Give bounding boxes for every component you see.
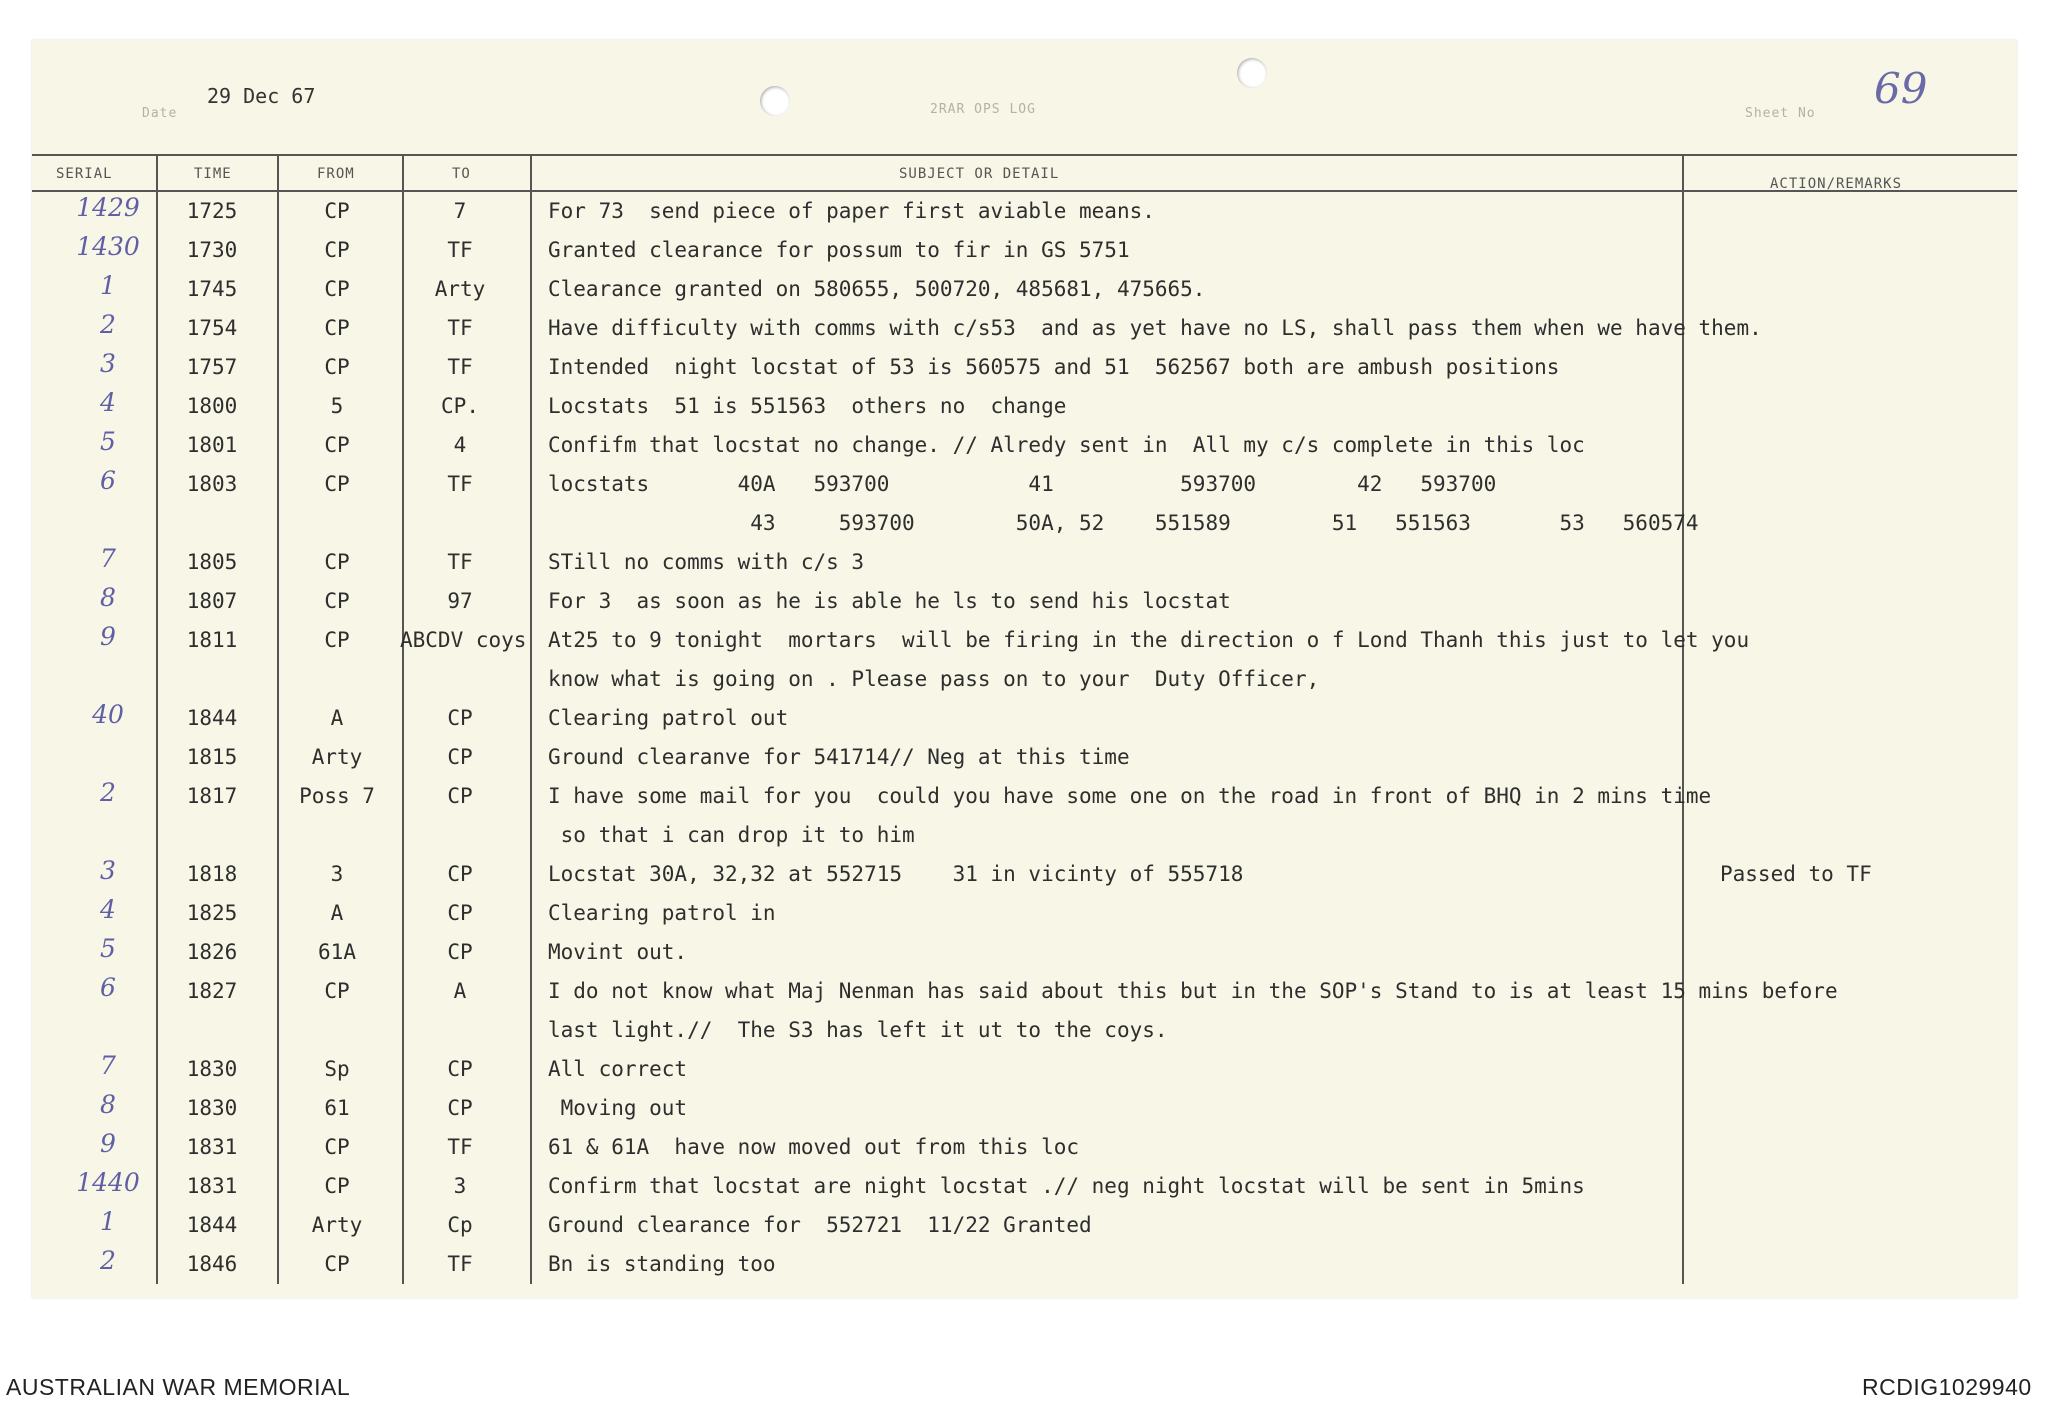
- to-cell: ABCDV coys: [400, 628, 527, 652]
- log-row: [32, 581, 2017, 620]
- serial-cell: 1429: [76, 193, 140, 222]
- log-row: [32, 1049, 2017, 1088]
- header-top-rule: [32, 154, 2017, 156]
- detail-cell: Intended night locstat of 53 is 560575 and 51 562567 both are ambush positions: [548, 355, 1560, 379]
- col-header-from: FROM: [317, 166, 355, 182]
- log-row: [32, 815, 2017, 854]
- detail-cell: I have some mail for you could you have some one on the road in front of BHQ in 2 mins time: [548, 784, 1712, 808]
- time-cell: 1745: [186, 277, 238, 301]
- detail-cell: 61 & 61A have now moved out from this loc: [548, 1135, 1080, 1159]
- time-cell: 1803: [186, 472, 238, 496]
- log-row: [32, 269, 2017, 308]
- time-cell: 1801: [186, 433, 238, 457]
- col-header-to: TO: [452, 166, 471, 182]
- from-cell: Sp: [324, 1057, 350, 1081]
- sheet-number: 69: [1874, 64, 1928, 113]
- footer-credit: AUSTRALIAN WAR MEMORIAL: [6, 1374, 351, 1400]
- detail-cell: Movint out.: [548, 940, 688, 964]
- log-row: [32, 1166, 2017, 1205]
- from-cell: CP: [324, 628, 350, 652]
- from-cell: CP: [324, 550, 350, 574]
- to-cell: TF: [447, 550, 473, 574]
- log-row: [32, 542, 2017, 581]
- detail-cell: Granted clearance for possum to fir in GS 5751: [548, 238, 1130, 262]
- to-cell: TF: [447, 238, 473, 262]
- serial-cell: 6: [100, 466, 116, 495]
- log-row: [32, 737, 2017, 776]
- log-row: [32, 1010, 2017, 1049]
- log-row: [32, 893, 2017, 932]
- time-cell: 1844: [186, 706, 238, 730]
- from-cell: A: [330, 706, 344, 730]
- log-row: [32, 191, 2017, 230]
- log-row: [32, 503, 2017, 542]
- to-cell: 97: [447, 589, 473, 613]
- to-cell: TF: [447, 316, 473, 340]
- from-cell: CP: [324, 472, 350, 496]
- punch-hole-right: [1237, 58, 1267, 88]
- log-row: [32, 620, 2017, 659]
- detail-cell: last light.// The S3 has left it ut to the coys.: [548, 1018, 1168, 1042]
- to-cell: CP: [447, 940, 473, 964]
- log-row: [32, 1088, 2017, 1127]
- time-cell: 1830: [186, 1096, 238, 1120]
- from-cell: CP: [324, 1174, 350, 1198]
- from-cell: Arty: [311, 1213, 363, 1237]
- log-title: 2RAR OPS LOG: [930, 102, 1036, 117]
- time-cell: 1725: [186, 199, 238, 223]
- to-cell: CP.: [441, 394, 479, 418]
- from-cell: CP: [324, 979, 350, 1003]
- time-cell: 1844: [186, 1213, 238, 1237]
- detail-cell: Locstats 51 is 551563 others no change: [548, 394, 1067, 418]
- serial-cell: 9: [100, 622, 116, 651]
- serial-cell: 5: [100, 934, 116, 963]
- time-cell: 1846: [186, 1252, 238, 1276]
- serial-cell: 1440: [76, 1168, 140, 1197]
- to-cell: CP: [447, 862, 473, 886]
- log-row: [32, 230, 2017, 269]
- from-cell: 61: [324, 1096, 350, 1120]
- log-row: [32, 1127, 2017, 1166]
- detail-cell: I do not know what Maj Nenman has said about this but in the SOP's Stand to is at least 15 mins before: [548, 979, 1838, 1003]
- time-cell: 1805: [186, 550, 238, 574]
- to-cell: CP: [447, 1057, 473, 1081]
- serial-cell: 4: [100, 388, 116, 417]
- to-cell: CP: [447, 1096, 473, 1120]
- col-header-remarks: ACTION/REMARKS: [1770, 176, 1903, 192]
- log-row: [32, 659, 2017, 698]
- from-cell: CP: [324, 1135, 350, 1159]
- from-cell: CP: [324, 316, 350, 340]
- to-cell: 4: [453, 433, 467, 457]
- from-cell: CP: [324, 1252, 350, 1276]
- detail-cell: Confirm that locstat are night locstat .// neg night locstat will be sent in 5mins: [548, 1174, 1585, 1198]
- from-cell: CP: [324, 355, 350, 379]
- from-cell: Arty: [311, 745, 363, 769]
- detail-cell: For 73 send piece of paper first aviable means.: [548, 199, 1155, 223]
- serial-cell: 2: [100, 310, 116, 339]
- log-row: [32, 971, 2017, 1010]
- date-label: Date: [142, 106, 178, 121]
- col-header-serial: SERIAL: [56, 166, 113, 182]
- detail-cell: Locstat 30A, 32,32 at 552715 31 in vicinty of 555718: [548, 862, 1244, 886]
- log-row: [32, 464, 2017, 503]
- col-header-time: TIME: [194, 166, 232, 182]
- detail-cell: All correct: [548, 1057, 688, 1081]
- serial-cell: 8: [100, 1090, 116, 1119]
- time-cell: 1818: [186, 862, 238, 886]
- log-row: [32, 308, 2017, 347]
- time-cell: 1754: [186, 316, 238, 340]
- time-cell: 1800: [186, 394, 238, 418]
- to-cell: Arty: [434, 277, 486, 301]
- log-date: 29 Dec 67: [207, 84, 316, 108]
- detail-cell: STill no comms with c/s 3: [548, 550, 865, 574]
- col-header-detail: SUBJECT OR DETAIL: [899, 166, 1060, 182]
- to-cell: TF: [447, 1252, 473, 1276]
- detail-cell: For 3 as soon as he is able he ls to send his locstat: [548, 589, 1231, 613]
- to-cell: Cp: [447, 1213, 473, 1237]
- to-cell: TF: [447, 472, 473, 496]
- serial-cell: 7: [100, 544, 116, 573]
- log-row: [32, 854, 2017, 893]
- time-cell: 1730: [186, 238, 238, 262]
- time-cell: 1757: [186, 355, 238, 379]
- log-row: [32, 932, 2017, 971]
- detail-cell: Ground clearance for 552721 11/22 Granted: [548, 1213, 1092, 1237]
- serial-cell: 9: [100, 1129, 116, 1158]
- footer-record-id: RCDIG1029940: [1862, 1374, 2032, 1400]
- detail-cell: locstats 40A 593700 41 593700 42 593700: [548, 472, 1497, 496]
- log-row: [32, 347, 2017, 386]
- from-cell: CP: [324, 199, 350, 223]
- to-cell: A: [453, 979, 467, 1003]
- serial-cell: 2: [100, 1246, 116, 1275]
- detail-cell: Have difficulty with comms with c/s53 and as yet have no LS, shall pass them when we have them.: [548, 316, 1762, 340]
- from-cell: Poss 7: [299, 784, 375, 808]
- time-cell: 1811: [186, 628, 238, 652]
- detail-cell: Clearing patrol out: [548, 706, 789, 730]
- time-cell: 1817: [186, 784, 238, 808]
- to-cell: 3: [453, 1174, 467, 1198]
- detail-cell: Moving out: [548, 1096, 688, 1120]
- log-row: [32, 776, 2017, 815]
- detail-cell: so that i can drop it to him: [548, 823, 915, 847]
- serial-cell: 6: [100, 973, 116, 1002]
- to-cell: 7: [453, 199, 467, 223]
- serial-cell: 4: [100, 895, 116, 924]
- time-cell: 1830: [186, 1057, 238, 1081]
- time-cell: 1815: [186, 745, 238, 769]
- detail-cell: Bn is standing too: [548, 1252, 776, 1276]
- to-cell: CP: [447, 745, 473, 769]
- from-cell: CP: [324, 589, 350, 613]
- from-cell: CP: [324, 238, 350, 262]
- time-cell: 1831: [186, 1135, 238, 1159]
- from-cell: CP: [324, 433, 350, 457]
- serial-cell: 3: [100, 856, 116, 885]
- serial-cell: 1: [100, 1207, 116, 1236]
- time-cell: 1825: [186, 901, 238, 925]
- serial-cell: 1: [100, 271, 116, 300]
- log-row: [32, 386, 2017, 425]
- detail-cell: 43 593700 50A, 52 551589 51 551563 53 560574: [548, 511, 1699, 535]
- from-cell: CP: [324, 277, 350, 301]
- time-cell: 1831: [186, 1174, 238, 1198]
- serial-cell: 2: [100, 778, 116, 807]
- to-cell: TF: [447, 355, 473, 379]
- serial-cell: 1430: [76, 232, 140, 261]
- from-cell: 3: [330, 862, 344, 886]
- log-row: [32, 425, 2017, 464]
- detail-cell: At25 to 9 tonight mortars will be firing in the direction o f Lond Thanh this just to let you: [548, 628, 1750, 652]
- time-cell: 1807: [186, 589, 238, 613]
- from-cell: 61A: [318, 940, 356, 964]
- remarks-cell: Passed to TF: [1720, 862, 1872, 886]
- detail-cell: Confifm that locstat no change. // Alredy sent in All my c/s complete in this loc: [548, 433, 1585, 457]
- serial-cell: 8: [100, 583, 116, 612]
- to-cell: CP: [447, 784, 473, 808]
- from-cell: A: [330, 901, 344, 925]
- detail-cell: Clearance granted on 580655, 500720, 485681, 475665.: [548, 277, 1206, 301]
- detail-cell: Ground clearanve for 541714// Neg at this time: [548, 745, 1130, 769]
- to-cell: TF: [447, 1135, 473, 1159]
- sheet-label: Sheet No: [1745, 106, 1816, 121]
- serial-cell: 7: [100, 1051, 116, 1080]
- log-row: [32, 1205, 2017, 1244]
- log-sheet: [32, 40, 2017, 1298]
- punch-hole-left: [760, 86, 790, 116]
- log-row: [32, 1244, 2017, 1283]
- log-row: [32, 698, 2017, 737]
- serial-cell: 40: [92, 700, 124, 729]
- time-cell: 1826: [186, 940, 238, 964]
- serial-cell: 3: [100, 349, 116, 378]
- serial-cell: 5: [100, 427, 116, 456]
- time-cell: 1827: [186, 979, 238, 1003]
- from-cell: 5: [330, 394, 344, 418]
- detail-cell: know what is going on . Please pass on to your Duty Officer,: [548, 667, 1320, 691]
- detail-cell: Clearing patrol in: [548, 901, 776, 925]
- to-cell: CP: [447, 901, 473, 925]
- to-cell: CP: [447, 706, 473, 730]
